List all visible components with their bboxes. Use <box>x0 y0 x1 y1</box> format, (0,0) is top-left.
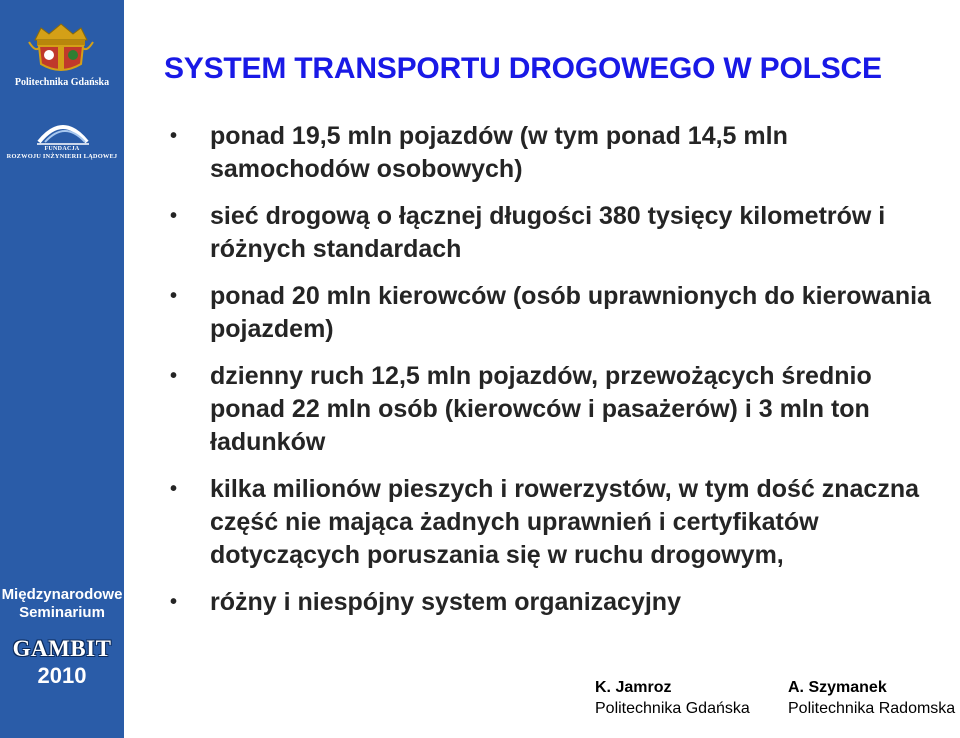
bullet-icon: • <box>170 591 178 613</box>
author-affiliation: Politechnika Radomska <box>788 700 956 717</box>
author-name: A. Szymanek <box>788 679 887 696</box>
sidebar <box>0 0 124 738</box>
bullet-text: różny i niespójny system organizacyjny <box>210 588 681 616</box>
author-affiliation: Politechnika Gdańska <box>595 700 750 717</box>
footer-author-2 <box>788 677 955 719</box>
bullet-text: kilka milionów pieszych i rowerzystów, w tym dość znaczna część nie mająca żadnych uprawnień i certyfikatów dotyczących poruszania się w ruchu drogowym, <box>210 475 919 569</box>
seminar-label-2: Seminarium <box>19 604 105 621</box>
bullet-item <box>170 360 945 459</box>
footer-author-1 <box>595 677 750 719</box>
bullet-item <box>170 120 945 186</box>
bullet-text: ponad 20 mln kierowców (osób uprawnionych do kierowania pojazdem) <box>210 282 931 343</box>
bullet-icon: • <box>170 478 178 500</box>
bullet-icon: • <box>170 285 178 307</box>
slide-title: SYSTEM TRANSPORTU DROGOWEGO W POLSCE <box>164 52 882 85</box>
bullet-item <box>170 200 945 266</box>
bullet-item <box>170 586 945 619</box>
crest-logo-icon <box>27 22 95 74</box>
fundacja-subtitle: ROZWOJU INŻYNIERII LĄDOWEJ <box>6 153 118 160</box>
fundacja-label: FUNDACJA <box>44 146 80 152</box>
bullet-icon: • <box>170 365 178 387</box>
bullet-list <box>170 120 945 633</box>
logo-caption: Politechnika Gdańska <box>14 77 110 88</box>
bridge-logo-icon <box>35 114 91 148</box>
gambit-logo: GAMBIT <box>12 636 112 661</box>
bullet-icon: • <box>170 125 178 147</box>
bullet-text: ponad 19,5 mln pojazdów (w tym ponad 14,5 mln samochodów osobowych) <box>210 122 788 183</box>
event-year: 2010 <box>37 663 87 688</box>
bullet-icon: • <box>170 205 178 227</box>
bullet-item <box>170 280 945 346</box>
bullet-text: dzienny ruch 12,5 mln pojazdów, przewożących średnio ponad 22 mln osób (kierowców i pasażerów) i 3 mln ton ładunków <box>210 362 872 456</box>
seminar-label: Międzynarodowe <box>1 586 123 603</box>
author-name: K. Jamroz <box>595 679 672 696</box>
bullet-text: sieć drogową o łącznej długości 380 tysięcy kilometrów i różnych standardach <box>210 202 886 263</box>
bullet-item <box>170 473 945 572</box>
